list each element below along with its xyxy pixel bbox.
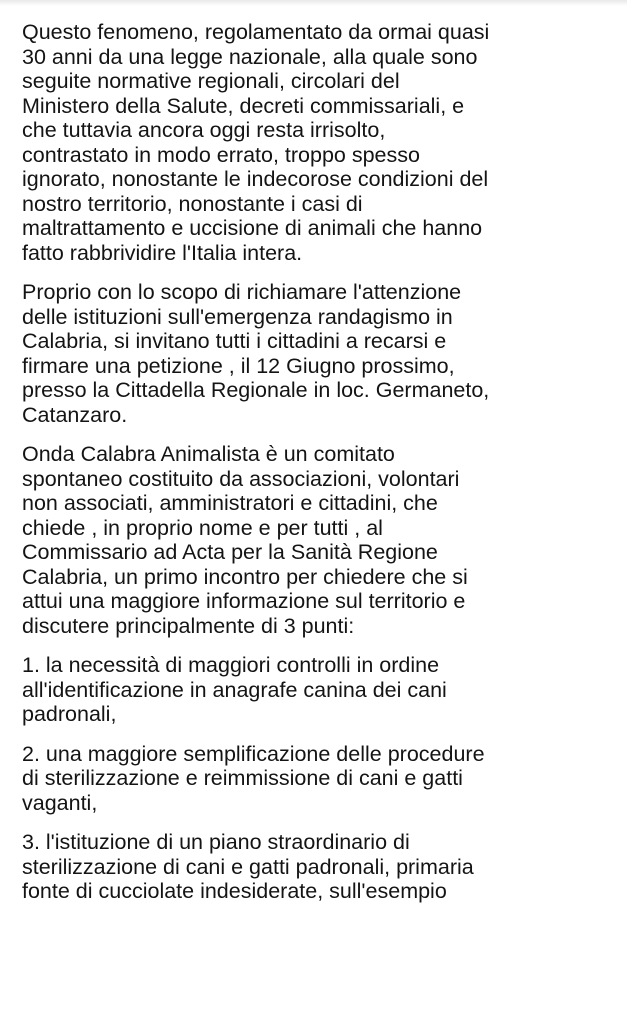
text-line: 3. l'istituzione di un piano straordinario di [22,830,410,854]
text-line: attui una maggiore informazione sul territorio e [22,589,466,613]
text-line: fonte di cucciolate indesiderate, sull'esempio [22,879,447,903]
text-line: chiede , in proprio nome e per tutti , al [22,515,383,540]
text-line: all'identificazione in anagrafe canina dei cani [22,677,447,702]
list-item-point-1 [22,653,607,727]
paragraph-petition [22,280,607,427]
text-line: maltrattamento e uccisione di animali che hanno [22,216,483,240]
text-line: seguite normative regionali, circolari del [22,69,400,93]
paragraph-committee [22,442,607,638]
text-line: 30 anni da una legge nazionale, alla quale sono [22,44,478,69]
text-line: ignorato, nonostante le indecorose condizioni del [22,167,489,191]
text-line: Proprio con lo scopo di richiamare l'attenzione [22,280,462,304]
text-line: presso la Cittadella Regionale in loc. Germaneto, [22,378,490,402]
text-line: non associati, amministratori e cittadini, che [22,491,438,515]
text-line: che tuttavia ancora oggi resta irrisolto, [22,118,386,142]
list-item-point-3 [22,830,607,904]
text-line: Catanzaro. [22,402,128,427]
text-line: sterilizzazione di cani e gatti padronali, primaria [22,854,474,879]
text-line: Commissario ad Acta per la Sanità Regione [22,540,438,564]
text-line: Onda Calabra Animalista è un comitato [22,442,395,466]
text-line: firmare una petizione , il 12 Giugno prossimo, [22,353,455,378]
text-line: di sterilizzazione e reimmissione di cani e gatti [22,766,463,790]
text-line: contrastato in modo errato, troppo spesso [22,142,420,167]
text-line: Calabria, si invitano tutti i cittadini a recarsi e [22,329,447,353]
text-line: padronali, [22,702,117,726]
text-line: spontaneo costituito da associazioni, volontari [22,466,460,491]
text-line: 1. la necessità di maggiori controlli in ordine [22,653,440,677]
text-line: Questo fenomeno, regolamentato da ormai quasi [22,20,490,44]
article-body [22,20,607,919]
text-line: Calabria, un primo incontro per chiedere che si [22,564,468,589]
text-line: 2. una maggiore semplificazione delle procedure [22,741,485,766]
top-edge-divider [0,0,627,6]
text-line: Ministero della Salute, decreti commissariali, e [22,93,465,118]
text-line: vaganti, [22,790,98,815]
text-line: discutere principalmente di 3 punti: [22,613,355,638]
list-item-point-2 [22,742,607,816]
text-line: nostro territorio, nonostante i casi di [22,191,363,216]
paragraph-intro [22,20,607,265]
text-line: delle istituzioni sull'emergenza randagismo in [22,304,453,329]
text-line: fatto rabbrividire l'Italia intera. [22,240,303,265]
